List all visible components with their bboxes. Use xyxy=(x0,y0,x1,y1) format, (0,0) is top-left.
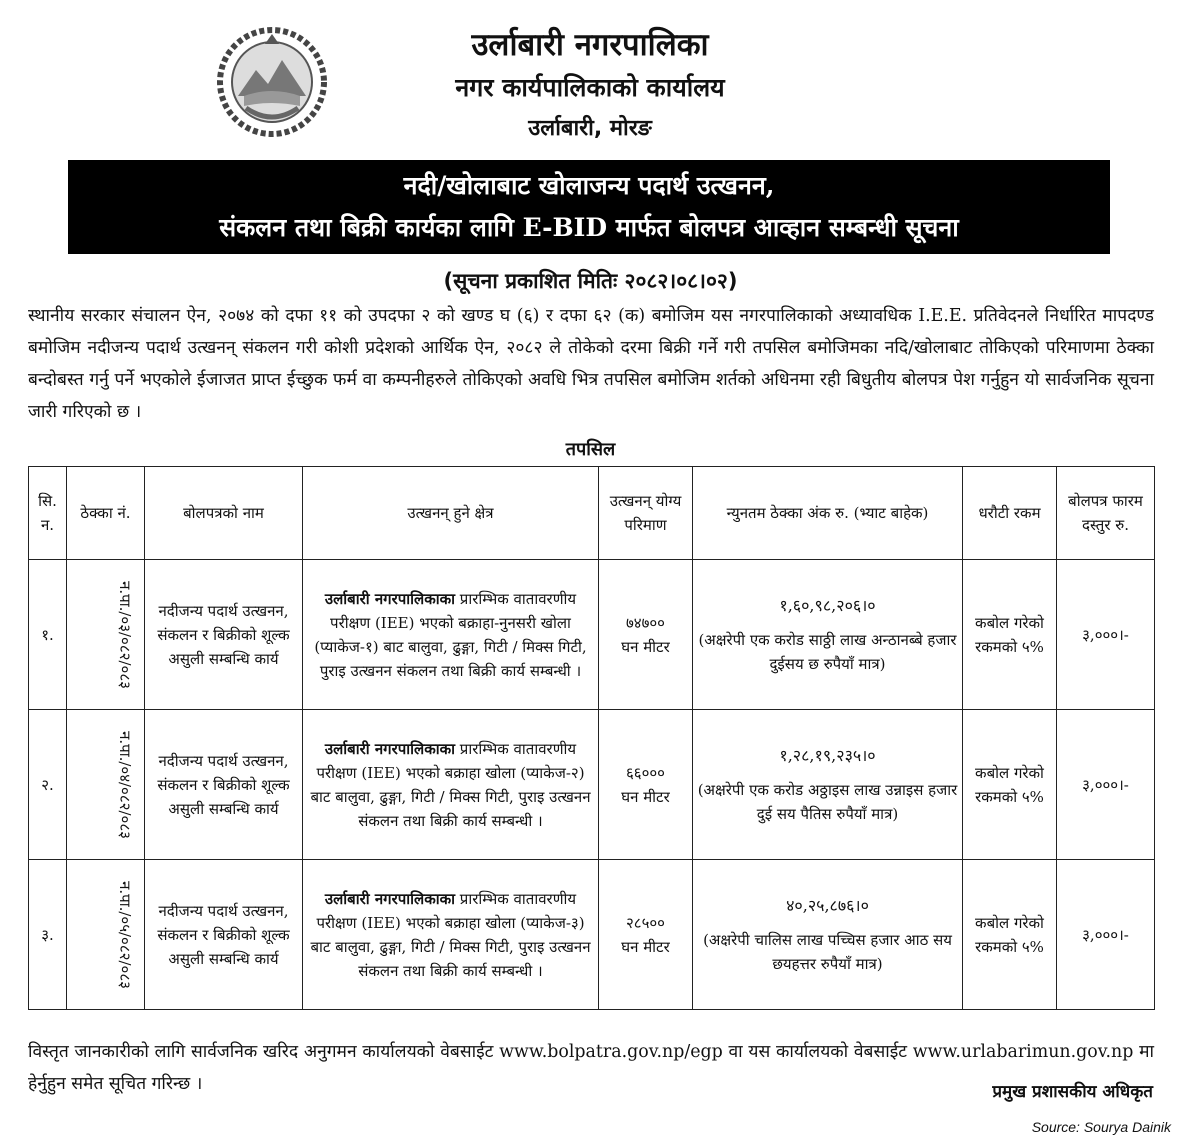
row-bid-name: नदीजन्य पदार्थ उत्खनन, संकलन र बिक्रीको शूल्क असुली सम्बन्धि कार्य xyxy=(145,710,303,860)
row-contract-no: न.पा./०५/०८२/०८३ xyxy=(115,880,134,989)
row-quantity-value: २८५०० xyxy=(625,913,665,932)
row-area xyxy=(303,560,599,710)
row-quantity xyxy=(599,710,693,860)
notice-body: स्थानीय सरकार संचालन ऐन, २०७४ को दफा ११ को उपदफा २ को खण्ड घ (६) र दफा ६२ (क) बमोजिम यस नगरपालिकाको अध्यावधिक I.E.E. प्रतिवेदनले निर्धारित मापदण्ड बमोजिम नदीजन्य पदार्थ उत्खनन् संकलन गरी कोशी प्रदेशको आर्थिक ऐन, २०८२ ले तोकेको दरमा बिक्री गर्ने गरी तपसिल बमोजिमका नदि/खोलाबाट तोकिएको परिमाणमा ठेक्का बन्दोबस्त गर्नु पर्ने भएकोले ईजाजत प्राप्त ईच्छुक फर्म वा कम्पनीहरुले तोकिएको अवधि भित्र तपसिल बमोजिम शर्तको अधिनमा रही बिधुतीय बोलपत्र पेश गर्नुहुन यो सार्वजनिक सूचना जारी गरिएको छ । xyxy=(28,306,1154,422)
source-credit: Source: Sourya Dainik xyxy=(1031,1119,1171,1135)
row-area xyxy=(303,860,599,1010)
tender-table xyxy=(28,466,1155,1010)
header-contract-no: ठेक्का नं. xyxy=(67,467,145,560)
row-quantity-unit: घन मीटर xyxy=(621,787,670,806)
row-fee: ३,०००।- xyxy=(1057,560,1155,710)
row-amount-words: (अक्षरेपी एक करोड अठ्ठाइस लाख उन्नाइस हजार दुई सय पैतिस रुपैयाँ मात्र) xyxy=(697,780,958,823)
row-amount-words: (अक्षरेपी चालिस लाख पच्चिस हजार आठ सय छयहत्तर रुपैयाँ मात्र) xyxy=(703,930,952,973)
schedule-title: तपसिल xyxy=(565,439,616,460)
row-area-text: प्रारम्भिक वातावरणीय परीक्षण (IEE) भएको बक्राहा खोला (प्याकेज-३) बाट बालुवा, ढुङ्गा, गिटी / मिक्स गिटी, पुराइ उत्खनन संकलन तथा बिक्री कार्य सम्बन्धी । xyxy=(310,889,591,980)
row-area-lead: उर्लाबारी नगरपालिकाका xyxy=(324,889,456,908)
row-contract-no: न.पा./०३/०८२/०८३ xyxy=(115,580,134,689)
row-quantity-unit: घन मीटर xyxy=(621,637,670,656)
row-sn: २. xyxy=(29,710,67,860)
row-amount-value: ४०,२५,८७६।० xyxy=(786,895,869,915)
publication-date: (सूचना प्रकाशित मितिः २०८२।०८।०२) xyxy=(443,269,738,293)
row-amount-words: (अक्षरेपी एक करोड साठ्ठी लाख अन्ठानब्बे हजार दुईसय छ रुपैयाँ मात्र) xyxy=(698,630,957,673)
row-contract-no: न.पा./०४/०८२/०८३ xyxy=(115,730,134,839)
table-header-row xyxy=(29,467,1155,560)
row-deposit: कबोल गरेको रकमको ५% xyxy=(963,710,1057,860)
row-area-lead: उर्लाबारी नगरपालिकाका xyxy=(324,589,456,608)
nepal-government-emblem-icon xyxy=(216,26,328,138)
row-amount xyxy=(693,560,963,710)
row-bid-name: नदीजन्य पदार्थ उत्खनन, संकलन र बिक्रीको शूल्क असुली सम्बन्धि कार्य xyxy=(145,860,303,1010)
row-area-text: प्रारम्भिक वातावरणीय परीक्षण (IEE) भएको बक्राहा-नुनसरी खोला (प्याकेज-१) बाट बालुवा, ढुङ्गा, गिटी / मिक्स गिटी, पुराइ उत्खनन संकलन तथा बिक्री कार्य सम्बन्धी । xyxy=(314,589,587,680)
header-deposit: धरौटी रकम xyxy=(963,467,1057,560)
office-name: नगर कार्यपालिकाको कार्यालय xyxy=(455,73,725,102)
row-sn: ३. xyxy=(29,860,67,1010)
row-amount xyxy=(693,710,963,860)
header-min-amount: न्युनतम ठेक्का अंक रु. (भ्याट बाहेक) xyxy=(693,467,963,560)
notice-headline-banner xyxy=(68,160,1110,254)
table-row xyxy=(29,710,1155,860)
row-quantity xyxy=(599,860,693,1010)
footer-note: विस्तृत जानकारीको लागि सार्वजनिक खरिद अनुगमन कार्यालयको वेबसाईट www.bolpatra.gov.np/egp वा यस कार्यालयको वेबसाईट www.urlabarimun.gov.np मा हेर्नुहुन समेत सूचित गरिन्छ । xyxy=(28,1042,1154,1094)
header-quantity: उत्खनन् योग्य परिमाण xyxy=(599,467,693,560)
row-fee: ३,०००।- xyxy=(1057,710,1155,860)
row-deposit: कबोल गरेको रकमको ५% xyxy=(963,560,1057,710)
row-amount xyxy=(693,860,963,1010)
signatory-title: प्रमुख प्रशासकीय अधिकृत xyxy=(992,1082,1153,1102)
office-location: उर्लाबारी, मोरङ xyxy=(528,116,652,141)
row-quantity xyxy=(599,560,693,710)
row-area-text: प्रारम्भिक वातावरणीय परीक्षण (IEE) भएको बक्राहा खोला (प्याकेज-२) बाट बालुवा, ढुङ्गा, गिटी / मिक्स गिटी, पुराइ उत्खनन संकलन तथा बिक्री कार्य सम्बन्धी । xyxy=(310,739,591,830)
row-contract-no-cell xyxy=(67,860,145,1010)
row-sn: १. xyxy=(29,560,67,710)
row-bid-name: नदीजन्य पदार्थ उत्खनन, संकलन र बिक्रीको शूल्क असुली सम्बन्धि कार्य xyxy=(145,560,303,710)
header-bid-name: बोलपत्रको नाम xyxy=(145,467,303,560)
row-deposit: कबोल गरेको रकमको ५% xyxy=(963,860,1057,1010)
headline-line-2: संकलन तथा बिक्री कार्यका लागि E-BID मार्फत बोलपत्र आव्हान सम्बन्धी सूचना xyxy=(219,213,959,242)
row-quantity-unit: घन मीटर xyxy=(621,937,670,956)
row-area xyxy=(303,710,599,860)
table-row xyxy=(29,860,1155,1010)
row-contract-no-cell xyxy=(67,710,145,860)
municipality-name: उर्लाबारी नगरपालिका xyxy=(471,27,709,63)
row-amount-value: १,६०,९८,२०६।० xyxy=(779,595,876,615)
header-sn: सि. न. xyxy=(29,467,67,560)
headline-line-1: नदी/खोलाबाट खोलाजन्य पदार्थ उत्खनन, xyxy=(403,171,775,200)
row-quantity-value: ६६००० xyxy=(625,763,665,782)
row-area-lead: उर्लाबारी नगरपालिकाका xyxy=(324,739,456,758)
header-form-fee: बोलपत्र फारम दस्तुर रु. xyxy=(1057,467,1155,560)
row-amount-value: १,२८,१९,२३५।० xyxy=(779,745,876,765)
header-area: उत्खनन् हुने क्षेत्र xyxy=(303,467,599,560)
table-row xyxy=(29,560,1155,710)
row-quantity-value: ७४७०० xyxy=(625,613,665,632)
row-contract-no-cell xyxy=(67,560,145,710)
row-fee: ३,०००।- xyxy=(1057,860,1155,1010)
